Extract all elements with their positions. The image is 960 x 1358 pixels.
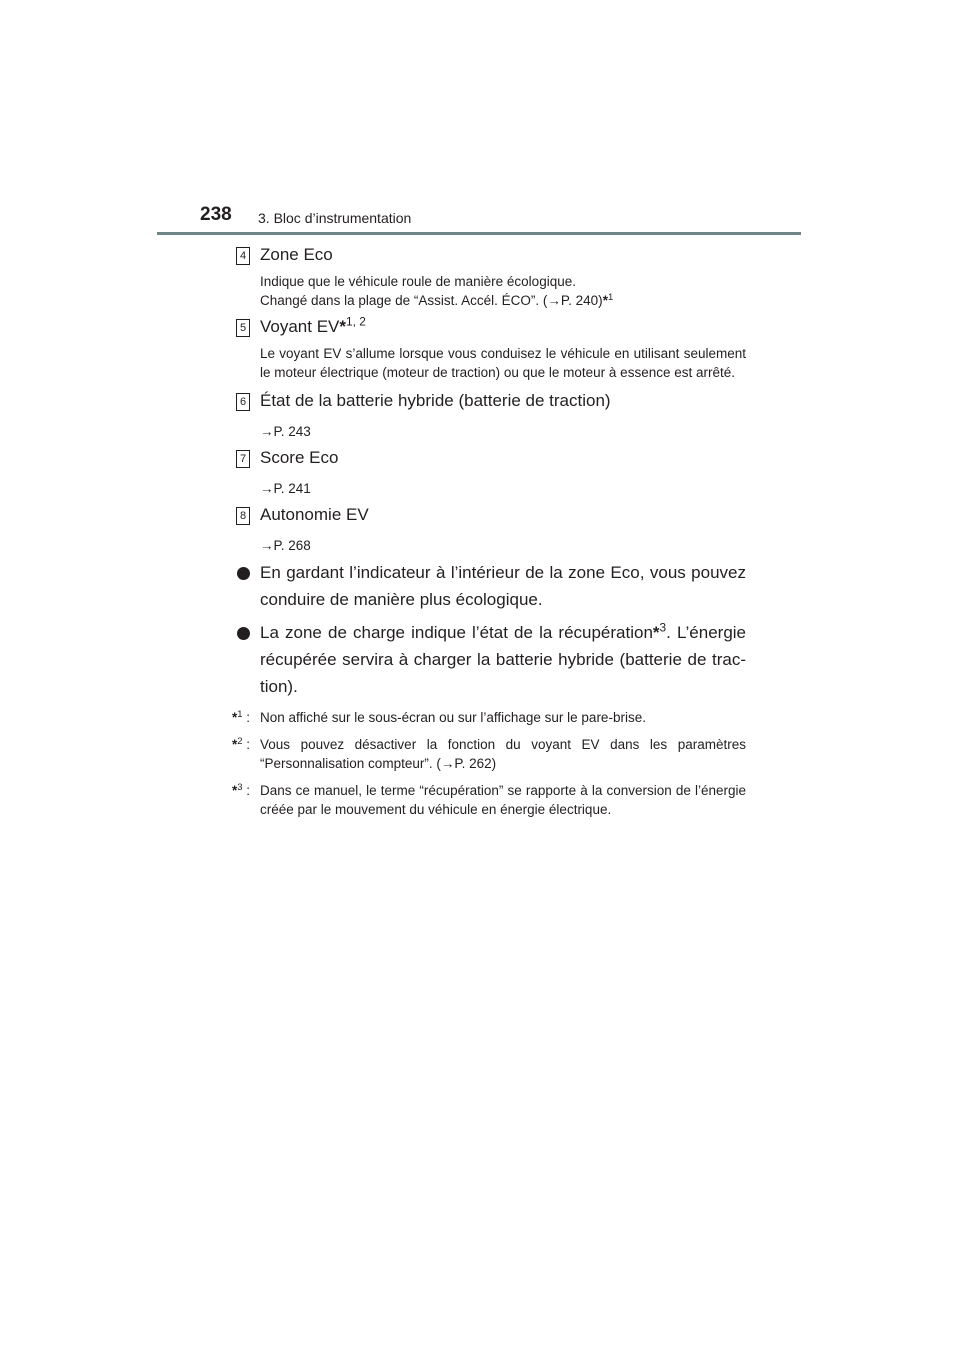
footnote-sup: 1 [607,291,614,303]
item-title: Score Eco [260,448,339,467]
footnote [232,708,746,727]
item-number-badge: 4 [236,247,250,265]
item-score-eco [236,445,746,498]
item-autonomie-ev [236,502,746,555]
footnote-marker [232,781,250,800]
page-number: 238 [200,204,232,225]
item-title: Zone Eco [260,245,333,264]
bullet-text: En gardant l’indicateur à l’intérieur de la zone Eco, vous pouvez conduire de manière plus écologique. [260,563,746,609]
bullet-text: . L’énergie récupérée servira à charger la batterie hybride (batterie de trac-tion). [260,623,747,696]
footnote [232,781,746,819]
description-line: Indique que le véhicule roule de manière écologique. [260,274,576,289]
page-reference: P. 262) [454,756,497,771]
bullet-item [236,619,746,700]
footnote-sup: 1, 2 [346,314,366,329]
page-reference: P. 243 [273,424,311,439]
page-reference-line [260,422,746,441]
footnote-sup: 3 [237,781,243,793]
item-etat-batterie [236,388,746,441]
page-reference-line [260,536,746,555]
arrow-icon: → [260,481,274,496]
footnote-text: Non affiché sur le sous-écran ou sur l’affichage sur le pare-brise. [260,710,646,725]
footnote-star: * [339,317,347,336]
item-title [260,314,746,340]
arrow-icon: → [260,424,274,439]
footnote-sup: 1 [237,708,243,720]
item-voyant-ev [236,314,746,382]
footnote-star: * [232,737,238,752]
page-content [232,238,747,827]
description-line [260,291,746,310]
description-text: Changé dans la plage de “Assist. Accél. ÉCO”. ( [260,293,548,308]
footnote-star: * [232,783,238,798]
item-description: Le voyant EV s’allume lorsque vous conduisez le véhicule en utilisant seulement le moteur électrique (moteur de traction) ou que le moteur à essence est arrêté. [260,346,746,380]
item-description [260,272,746,310]
page-reference: P. 240) [560,293,603,308]
footnote-text: Vous pouvez désactiver la fonction du voyant EV dans les paramètres “Personnalisation compteur”. ( [260,737,746,771]
page-reference: P. 268 [273,538,311,553]
header-divider [157,232,801,235]
arrow-icon: → [547,293,561,308]
item-number-badge: 5 [236,319,250,337]
footnote-star: * [232,710,238,725]
section-title: 3. Bloc d’instrumentation [258,210,412,226]
item-number-badge: 6 [236,393,250,411]
footnote [232,735,746,773]
footnote-star: * [602,293,608,308]
bullet-text: La zone de charge indique l’état de la récupération [260,623,653,642]
footnote-text: Dans ce manuel, le terme “récupération” se rapporte à la conversion de l’énergie créée par le mouvement du véhicule en énergie électrique. [260,783,746,817]
footnote-list [232,708,746,819]
footnote-marker [232,735,250,754]
item-zone-eco [236,242,746,310]
footnote-colon: : [246,710,251,725]
footnote-star: * [652,623,660,642]
item-title-text: Voyant EV [260,317,340,336]
item-title: État de la batterie hybride (batterie de traction) [260,391,611,410]
footnote-colon: : [246,737,251,752]
item-title: Autonomie EV [260,505,369,524]
footnote-marker [232,708,250,727]
footnote-colon: : [246,783,251,798]
page-reference-line [260,479,746,498]
footnote-sup: 3 [659,620,667,635]
bullet-dot-icon [237,567,250,580]
bullet-dot-icon [237,627,250,640]
footnote-sup: 2 [237,735,243,747]
bullet-item [236,559,746,613]
page-reference: P. 241 [273,481,311,496]
bullet-list [236,559,746,700]
arrow-icon: → [260,538,274,553]
arrow-icon: → [440,756,455,771]
item-number-badge: 8 [236,507,250,525]
item-number-badge: 7 [236,450,250,468]
